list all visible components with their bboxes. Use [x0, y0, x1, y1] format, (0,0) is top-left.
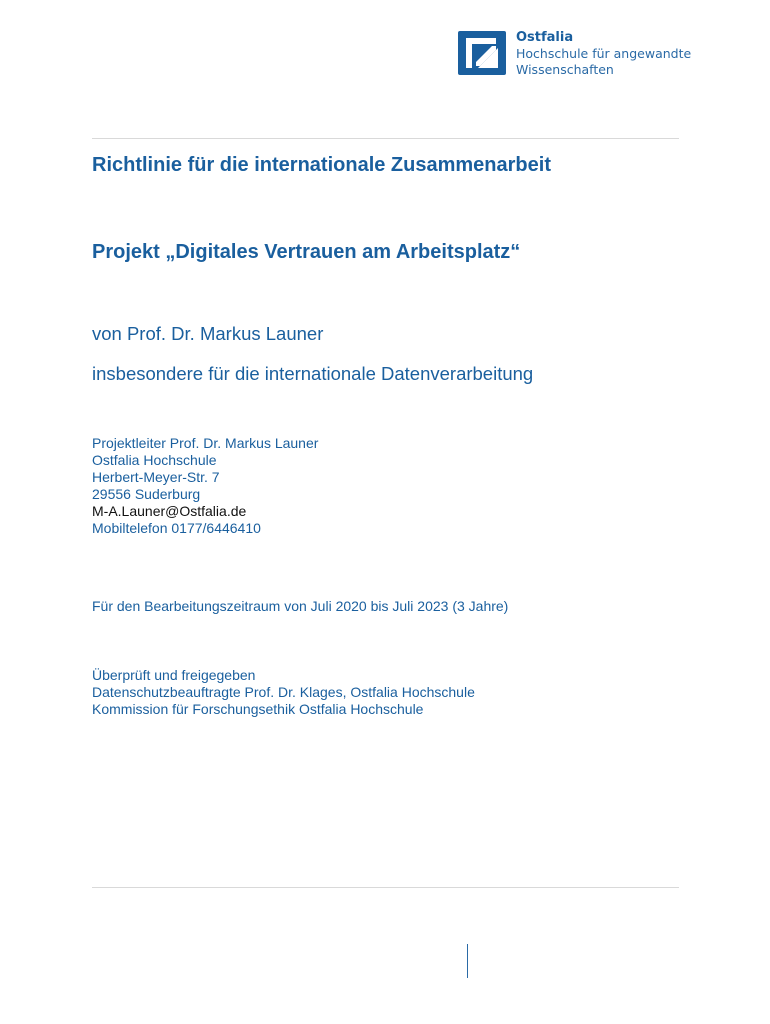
review-status: Überprüft und freigegeben	[92, 667, 256, 683]
author-line: von Prof. Dr. Markus Launer	[92, 323, 324, 344]
ostfalia-logo	[457, 30, 691, 78]
contact-block	[92, 435, 318, 537]
institution: Ostfalia Hochschule	[92, 452, 217, 468]
ostfalia-logo-icon	[457, 30, 507, 76]
postal-city: 29556 Suderburg	[92, 486, 201, 502]
email-address: M-A.Launer@Ostfalia.de	[92, 503, 247, 519]
logo-line-2: Wissenschaften	[516, 62, 614, 77]
top-divider	[92, 138, 679, 139]
review-block	[92, 667, 475, 718]
footer-marker	[467, 944, 468, 978]
period-block	[92, 598, 508, 615]
processing-period: Für den Bearbeitungszeitraum von Juli 2020 bis Juli 2023 (3 Jahre)	[92, 598, 509, 614]
bottom-divider	[92, 887, 679, 888]
street-address: Herbert-Meyer-Str. 7	[92, 469, 220, 485]
document-title: Richtlinie für die internationale Zusammenarbeit	[92, 154, 551, 176]
mobile-phone: Mobiltelefon 0177/6446410	[92, 520, 261, 536]
ethics-commission: Kommission für Forschungsethik Ostfalia Hochschule	[92, 701, 424, 717]
scope-line: insbesondere für die internationale Datenverarbeitung	[92, 363, 534, 384]
logo-text	[516, 30, 691, 78]
project-lead: Projektleiter Prof. Dr. Markus Launer	[92, 435, 319, 451]
logo-name: Ostfalia	[516, 30, 574, 45]
data-protection-officer: Datenschutzbeauftragte Prof. Dr. Klages, Ostfalia Hochschule	[92, 684, 475, 700]
logo-line-1: Hochschule für angewandte	[516, 46, 692, 61]
project-title: Projekt „Digitales Vertrauen am Arbeitsplatz“	[92, 241, 521, 263]
